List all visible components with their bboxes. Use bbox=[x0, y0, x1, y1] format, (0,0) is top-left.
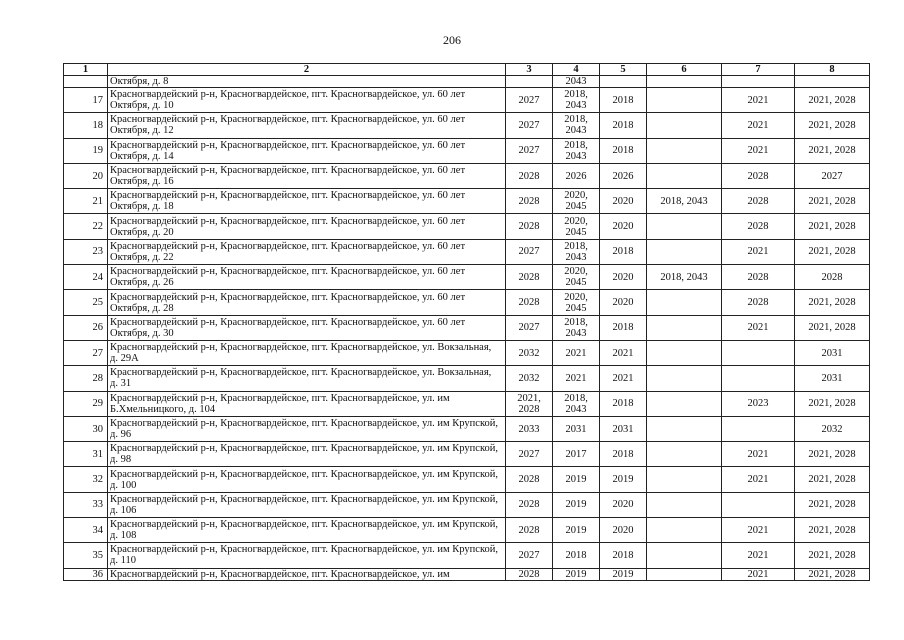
cell-col-3: 2027 bbox=[506, 315, 553, 340]
cell-col-4: 2020, 2045 bbox=[553, 189, 600, 214]
column-header: 7 bbox=[722, 64, 795, 76]
cell-col-7: 2021 bbox=[722, 543, 795, 568]
cell-col-8: 2027 bbox=[795, 163, 870, 188]
cell-col-3: 2028 bbox=[506, 265, 553, 290]
address-cell: Красногвардейский р-н, Красногвардейское, пгт. Красногвардейское, ул. им Б.Хмельницкого, д. 104 bbox=[108, 391, 506, 416]
row-number: 25 bbox=[64, 290, 108, 315]
cell-col-4: 2017 bbox=[553, 442, 600, 467]
cell-col-5: 2021 bbox=[600, 366, 647, 391]
cell-col-5 bbox=[600, 76, 647, 88]
cell-col-5: 2021 bbox=[600, 340, 647, 365]
cell-col-3: 2027 bbox=[506, 239, 553, 264]
row-number: 28 bbox=[64, 366, 108, 391]
cell-col-7: 2021 bbox=[722, 239, 795, 264]
cell-col-8: 2021, 2028 bbox=[795, 467, 870, 492]
row-number: 20 bbox=[64, 163, 108, 188]
cell-col-6 bbox=[647, 391, 722, 416]
cell-col-8: 2021, 2028 bbox=[795, 492, 870, 517]
cell-col-3: 2027 bbox=[506, 88, 553, 113]
table-row bbox=[64, 163, 870, 188]
table-row bbox=[64, 315, 870, 340]
table-row bbox=[64, 543, 870, 568]
cell-col-6 bbox=[647, 568, 722, 580]
cell-col-4: 2019 bbox=[553, 568, 600, 580]
cell-col-6 bbox=[647, 467, 722, 492]
cell-col-6 bbox=[647, 518, 722, 543]
table-row bbox=[64, 189, 870, 214]
column-header: 3 bbox=[506, 64, 553, 76]
cell-col-3: 2027 bbox=[506, 543, 553, 568]
cell-col-5: 2018 bbox=[600, 315, 647, 340]
column-header: 2 bbox=[108, 64, 506, 76]
row-number bbox=[64, 76, 108, 88]
cell-col-3: 2027 bbox=[506, 138, 553, 163]
cell-col-8: 2021, 2028 bbox=[795, 442, 870, 467]
cell-col-7: 2021 bbox=[722, 568, 795, 580]
cell-col-6 bbox=[647, 442, 722, 467]
cell-col-3: 2028 bbox=[506, 214, 553, 239]
cell-col-7: 2028 bbox=[722, 265, 795, 290]
table-row bbox=[64, 239, 870, 264]
cell-col-5: 2020 bbox=[600, 265, 647, 290]
cell-col-8: 2032 bbox=[795, 416, 870, 441]
address-cell: Красногвардейский р-н, Красногвардейское, пгт. Красногвардейское, ул. 60 лет Октября, д. 28 bbox=[108, 290, 506, 315]
cell-col-8: 2021, 2028 bbox=[795, 88, 870, 113]
row-number: 23 bbox=[64, 239, 108, 264]
address-cell: Красногвардейский р-н, Красногвардейское, пгт. Красногвардейское, ул. 60 лет Октября, д. 12 bbox=[108, 113, 506, 138]
address-cell: Красногвардейский р-н, Красногвардейское, пгт. Красногвардейское, ул. Вокзальная, д. 29А bbox=[108, 340, 506, 365]
cell-col-7: 2028 bbox=[722, 290, 795, 315]
row-number: 35 bbox=[64, 543, 108, 568]
cell-col-8: 2021, 2028 bbox=[795, 239, 870, 264]
cell-col-7: 2023 bbox=[722, 391, 795, 416]
table-row bbox=[64, 113, 870, 138]
cell-col-5: 2031 bbox=[600, 416, 647, 441]
cell-col-3: 2028 bbox=[506, 290, 553, 315]
address-cell: Октября, д. 8 bbox=[108, 76, 506, 88]
cell-col-8: 2021, 2028 bbox=[795, 113, 870, 138]
cell-col-6 bbox=[647, 492, 722, 517]
address-cell: Красногвардейский р-н, Красногвардейское, пгт. Красногвардейское, ул. 60 лет Октября, д. 26 bbox=[108, 265, 506, 290]
cell-col-8: 2021, 2028 bbox=[795, 290, 870, 315]
row-number: 18 bbox=[64, 113, 108, 138]
header-row bbox=[64, 64, 870, 76]
cell-col-5: 2020 bbox=[600, 518, 647, 543]
table-row bbox=[64, 290, 870, 315]
cell-col-7 bbox=[722, 340, 795, 365]
cell-col-7: 2021 bbox=[722, 88, 795, 113]
cell-col-5: 2018 bbox=[600, 442, 647, 467]
cell-col-5: 2018 bbox=[600, 239, 647, 264]
cell-col-4: 2019 bbox=[553, 492, 600, 517]
cell-col-5: 2020 bbox=[600, 189, 647, 214]
cell-col-4: 2031 bbox=[553, 416, 600, 441]
cell-col-4: 2019 bbox=[553, 467, 600, 492]
column-header: 6 bbox=[647, 64, 722, 76]
cell-col-7: 2028 bbox=[722, 214, 795, 239]
cell-col-3: 2027 bbox=[506, 113, 553, 138]
cell-col-4: 2018, 2043 bbox=[553, 239, 600, 264]
cell-col-6 bbox=[647, 163, 722, 188]
cell-col-5: 2018 bbox=[600, 138, 647, 163]
cell-col-7: 2021 bbox=[722, 467, 795, 492]
cell-col-8: 2021, 2028 bbox=[795, 568, 870, 580]
address-cell: Красногвардейский р-н, Красногвардейское, пгт. Красногвардейское, ул. им Крупской, д. 96 bbox=[108, 416, 506, 441]
cell-col-7: 2021 bbox=[722, 315, 795, 340]
row-number: 33 bbox=[64, 492, 108, 517]
address-cell: Красногвардейский р-н, Красногвардейское, пгт. Красногвардейское, ул. им Крупской, д. 100 bbox=[108, 467, 506, 492]
page-number: 206 bbox=[443, 33, 461, 47]
table-row bbox=[64, 265, 870, 290]
address-cell: Красногвардейский р-н, Красногвардейское, пгт. Красногвардейское, ул. им Крупской, д. 106 bbox=[108, 492, 506, 517]
cell-col-7: 2028 bbox=[722, 189, 795, 214]
cell-col-6 bbox=[647, 290, 722, 315]
schedule-table bbox=[63, 63, 870, 581]
cell-col-3: 2032 bbox=[506, 340, 553, 365]
address-cell: Красногвардейский р-н, Красногвардейское, пгт. Красногвардейское, ул. 60 лет Октября, д. 20 bbox=[108, 214, 506, 239]
table-row bbox=[64, 366, 870, 391]
address-cell: Красногвардейский р-н, Красногвардейское, пгт. Красногвардейское, ул. им Крупской, д. 108 bbox=[108, 518, 506, 543]
cell-col-8: 2021, 2028 bbox=[795, 543, 870, 568]
cell-col-7: 2028 bbox=[722, 163, 795, 188]
cell-col-3: 2028 bbox=[506, 568, 553, 580]
row-number: 34 bbox=[64, 518, 108, 543]
row-number: 36 bbox=[64, 568, 108, 580]
cell-col-4: 2018, 2043 bbox=[553, 113, 600, 138]
cell-col-4: 2020, 2045 bbox=[553, 265, 600, 290]
table-row bbox=[64, 518, 870, 543]
cell-col-8: 2021, 2028 bbox=[795, 391, 870, 416]
cell-col-5: 2026 bbox=[600, 163, 647, 188]
cell-col-3: 2021, 2028 bbox=[506, 391, 553, 416]
cell-col-7 bbox=[722, 366, 795, 391]
cell-col-6 bbox=[647, 543, 722, 568]
column-header: 4 bbox=[553, 64, 600, 76]
cell-col-7: 2021 bbox=[722, 113, 795, 138]
table-row bbox=[64, 340, 870, 365]
cell-col-4: 2026 bbox=[553, 163, 600, 188]
row-number: 26 bbox=[64, 315, 108, 340]
cell-col-8: 2021, 2028 bbox=[795, 138, 870, 163]
cell-col-5: 2018 bbox=[600, 543, 647, 568]
cell-col-8 bbox=[795, 76, 870, 88]
table-row bbox=[64, 492, 870, 517]
row-number: 27 bbox=[64, 340, 108, 365]
cell-col-6 bbox=[647, 239, 722, 264]
cell-col-3: 2028 bbox=[506, 163, 553, 188]
cell-col-6 bbox=[647, 366, 722, 391]
cell-col-4: 2018, 2043 bbox=[553, 88, 600, 113]
cell-col-4: 2021 bbox=[553, 340, 600, 365]
cell-col-3: 2033 bbox=[506, 416, 553, 441]
cell-col-5: 2018 bbox=[600, 88, 647, 113]
cell-col-5: 2019 bbox=[600, 467, 647, 492]
cell-col-3 bbox=[506, 76, 553, 88]
cell-col-8: 2031 bbox=[795, 366, 870, 391]
cell-col-8: 2031 bbox=[795, 340, 870, 365]
cell-col-7: 2021 bbox=[722, 442, 795, 467]
address-cell: Красногвардейский р-н, Красногвардейское, пгт. Красногвардейское, ул. 60 лет Октября, д. 22 bbox=[108, 239, 506, 264]
cell-col-4: 2018, 2043 bbox=[553, 138, 600, 163]
cell-col-7: 2021 bbox=[722, 518, 795, 543]
row-number: 24 bbox=[64, 265, 108, 290]
table-row bbox=[64, 214, 870, 239]
cell-col-3: 2028 bbox=[506, 189, 553, 214]
cell-col-3: 2028 bbox=[506, 467, 553, 492]
column-header: 1 bbox=[64, 64, 108, 76]
address-cell: Красногвардейский р-н, Красногвардейское, пгт. Красногвардейское, ул. 60 лет Октября, д. 16 bbox=[108, 163, 506, 188]
cell-col-3: 2032 bbox=[506, 366, 553, 391]
cell-col-8: 2021, 2028 bbox=[795, 214, 870, 239]
address-cell: Красногвардейский р-н, Красногвардейское, пгт. Красногвардейское, ул. 60 лет Октября, д. 14 bbox=[108, 138, 506, 163]
cell-col-6 bbox=[647, 340, 722, 365]
cell-col-6 bbox=[647, 138, 722, 163]
column-header: 5 bbox=[600, 64, 647, 76]
cell-col-6: 2018, 2043 bbox=[647, 265, 722, 290]
cell-col-6 bbox=[647, 76, 722, 88]
address-cell: Красногвардейский р-н, Красногвардейское, пгт. Красногвардейское, ул. им bbox=[108, 568, 506, 580]
cell-col-7 bbox=[722, 492, 795, 517]
cell-col-5: 2020 bbox=[600, 492, 647, 517]
cell-col-3: 2028 bbox=[506, 492, 553, 517]
address-cell: Красногвардейский р-н, Красногвардейское, пгт. Красногвардейское, ул. им Крупской, д. 110 bbox=[108, 543, 506, 568]
cell-col-3: 2028 bbox=[506, 518, 553, 543]
cell-col-4: 2018, 2043 bbox=[553, 315, 600, 340]
cell-col-6 bbox=[647, 315, 722, 340]
cell-col-5: 2018 bbox=[600, 113, 647, 138]
cell-col-6 bbox=[647, 416, 722, 441]
cell-col-6 bbox=[647, 214, 722, 239]
cell-col-4: 2018, 2043 bbox=[553, 391, 600, 416]
row-number: 22 bbox=[64, 214, 108, 239]
row-number: 31 bbox=[64, 442, 108, 467]
cell-col-4: 2020, 2045 bbox=[553, 214, 600, 239]
cell-col-4: 2043 bbox=[553, 76, 600, 88]
cell-col-4: 2020, 2045 bbox=[553, 290, 600, 315]
table-row bbox=[64, 391, 870, 416]
row-number: 29 bbox=[64, 391, 108, 416]
column-header: 8 bbox=[795, 64, 870, 76]
table-row bbox=[64, 88, 870, 113]
table-row bbox=[64, 76, 870, 88]
cell-col-8: 2028 bbox=[795, 265, 870, 290]
cell-col-7 bbox=[722, 76, 795, 88]
address-cell: Красногвардейский р-н, Красногвардейское, пгт. Красногвардейское, ул. им Крупской, д. 98 bbox=[108, 442, 506, 467]
table-row bbox=[64, 568, 870, 580]
row-number: 21 bbox=[64, 189, 108, 214]
row-number: 17 bbox=[64, 88, 108, 113]
row-number: 30 bbox=[64, 416, 108, 441]
cell-col-7 bbox=[722, 416, 795, 441]
cell-col-6 bbox=[647, 113, 722, 138]
cell-col-5: 2019 bbox=[600, 568, 647, 580]
cell-col-8: 2021, 2028 bbox=[795, 518, 870, 543]
address-cell: Красногвардейский р-н, Красногвардейское, пгт. Красногвардейское, ул. 60 лет Октября, д. 10 bbox=[108, 88, 506, 113]
cell-col-4: 2021 bbox=[553, 366, 600, 391]
cell-col-3: 2027 bbox=[506, 442, 553, 467]
cell-col-5: 2018 bbox=[600, 391, 647, 416]
table-row bbox=[64, 416, 870, 441]
address-cell: Красногвардейский р-н, Красногвардейское, пгт. Красногвардейское, ул. Вокзальная, д. 31 bbox=[108, 366, 506, 391]
cell-col-6 bbox=[647, 88, 722, 113]
table-row bbox=[64, 442, 870, 467]
table-row bbox=[64, 467, 870, 492]
cell-col-4: 2019 bbox=[553, 518, 600, 543]
cell-col-4: 2018 bbox=[553, 543, 600, 568]
cell-col-7: 2021 bbox=[722, 138, 795, 163]
cell-col-5: 2020 bbox=[600, 214, 647, 239]
cell-col-8: 2021, 2028 bbox=[795, 315, 870, 340]
cell-col-8: 2021, 2028 bbox=[795, 189, 870, 214]
address-cell: Красногвардейский р-н, Красногвардейское, пгт. Красногвардейское, ул. 60 лет Октября, д. 18 bbox=[108, 189, 506, 214]
row-number: 19 bbox=[64, 138, 108, 163]
cell-col-6: 2018, 2043 bbox=[647, 189, 722, 214]
address-cell: Красногвардейский р-н, Красногвардейское, пгт. Красногвардейское, ул. 60 лет Октября, д. 30 bbox=[108, 315, 506, 340]
cell-col-5: 2020 bbox=[600, 290, 647, 315]
row-number: 32 bbox=[64, 467, 108, 492]
table-row bbox=[64, 138, 870, 163]
